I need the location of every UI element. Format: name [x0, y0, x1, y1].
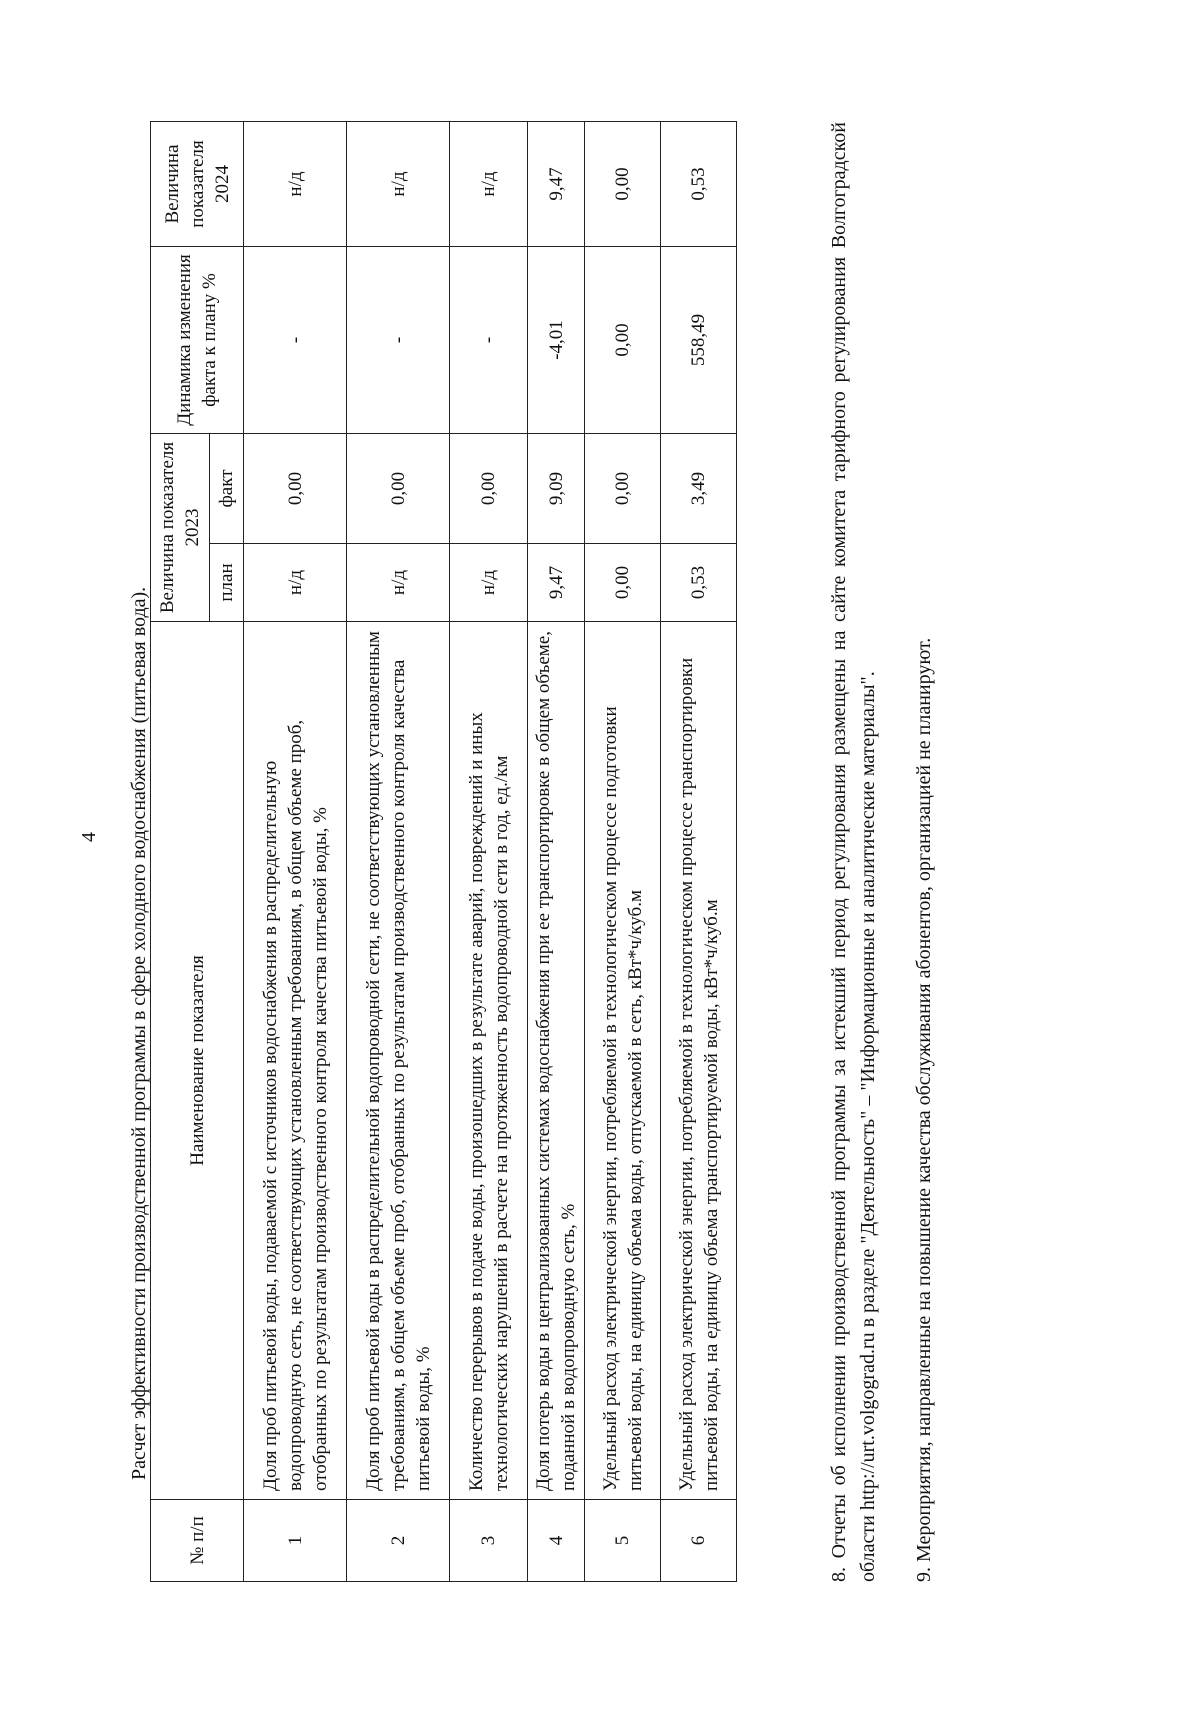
row-fact: 0,00: [347, 434, 450, 544]
row-2024: 0,00: [585, 122, 661, 247]
row-name: Доля потерь воды в централизованных системах водоснабжения при ее транспортировке в общем объеме, поданной в водопроводную сеть, %: [528, 622, 585, 1500]
row-plan: н/д: [244, 544, 347, 622]
row-fact: 9,09: [528, 434, 585, 544]
row-num: 3: [450, 1500, 528, 1582]
row-num: 6: [661, 1500, 737, 1582]
row-num: 4: [528, 1500, 585, 1582]
header-2024: Величина показателя 2024: [151, 122, 244, 247]
page-number: 4: [78, 832, 100, 842]
table-row: [244, 122, 347, 1582]
table-row: [661, 122, 737, 1582]
row-fact: 3,49: [661, 434, 737, 544]
row-dynamics: -: [450, 247, 528, 434]
row-num: 1: [244, 1500, 347, 1582]
table-row: [528, 122, 585, 1582]
row-dynamics: -: [244, 247, 347, 434]
table-row: [347, 122, 450, 1582]
row-name: Доля проб питьевой воды в распределительной водопроводной сети, не соответствующих установленным требованиям, в общем объеме проб, отобранных по результатам производственного контроля качества питьевой воды, %: [347, 622, 450, 1500]
note-item-8: 8. Отчеты об исполнении производственной программы за истекший период регулирования размещены на сайте комитета тарифного регулирования Волгоградской области http://urt.volgograd.ru в разделе "Деятельность" – "Информационные и аналитические материалы".: [828, 122, 879, 1582]
row-num: 2: [347, 1500, 450, 1582]
table-row: [585, 122, 661, 1582]
header-dynamics: Динамика изменения факта к плану %: [151, 247, 244, 434]
row-plan: 0,00: [585, 544, 661, 622]
row-fact: 0,00: [244, 434, 347, 544]
row-plan: н/д: [450, 544, 528, 622]
note-item-9: 9. Мероприятия, направленные на повышение качества обслуживания абонентов, организацией не планируют.: [913, 637, 935, 1582]
row-2024: н/д: [347, 122, 450, 247]
header-plan: план: [210, 544, 244, 622]
row-plan: н/д: [347, 544, 450, 622]
row-2024: н/д: [244, 122, 347, 247]
table-title: Расчет эффективности производственной программы в сфере холодного водоснабжения (питьевая вода).: [128, 586, 150, 1480]
row-name: Удельный расход электрической энергии, потребляемой в технологическом процессе подготовки питьевой воды, на единицу объема воды, отпускаемой в сеть, кВт*ч/куб.м: [585, 622, 661, 1500]
header-num: № п/п: [151, 1500, 244, 1582]
header-2023: Величина показателя 2023: [151, 434, 210, 622]
row-name: Количество перерывов в подаче воды, произошедших в результате аварий, повреждений и иных технологических нарушений в расчете на протяженность водопроводной сети в год, ед./км: [450, 622, 528, 1500]
row-2024: 0,53: [661, 122, 737, 247]
row-dynamics: 0,00: [585, 247, 661, 434]
row-name: Доля проб питьевой воды, подаваемой с источников водоснабжения в распределительную водопроводную сеть, не соответствующих установленным требованиям, в общем объеме проб, отобранных по результатам производственного контроля качества питьевой воды, %: [244, 622, 347, 1500]
row-fact: 0,00: [585, 434, 661, 544]
row-2024: н/д: [450, 122, 528, 247]
header-name: Наименование показателя: [151, 622, 244, 1500]
row-2024: 9,47: [528, 122, 585, 247]
row-plan: 0,53: [661, 544, 737, 622]
row-plan: 9,47: [528, 544, 585, 622]
table-row: [450, 122, 528, 1582]
row-dynamics: -4,01: [528, 247, 585, 434]
row-dynamics: -: [347, 247, 450, 434]
row-dynamics: 558,49: [661, 247, 737, 434]
table-header-row: [151, 122, 210, 1582]
row-num: 5: [585, 1500, 661, 1582]
row-fact: 0,00: [450, 434, 528, 544]
efficiency-table: [150, 121, 737, 1582]
row-name: Удельный расход электрической энергии, потребляемой в технологическом процессе транспортировки питьевой воды, на единицу объема транспортируемой воды, кВт*ч/куб.м: [661, 622, 737, 1500]
header-fact: факт: [210, 434, 244, 544]
